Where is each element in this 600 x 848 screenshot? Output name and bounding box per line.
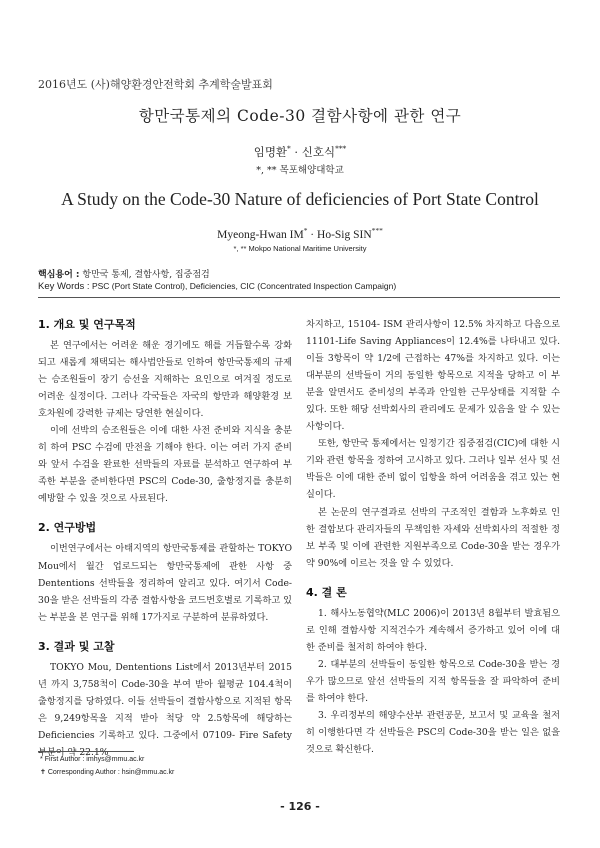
author-separator: · (290, 145, 302, 159)
affiliation-english: *, ** Mokpo National Maritime University (233, 244, 367, 253)
author-separator-en: · (307, 229, 318, 241)
section-2-heading: 2. 연구방법 (38, 521, 97, 535)
author-1-name: 임명환 (253, 145, 288, 159)
author-2-name-en: Ho-Sig SIN (317, 229, 372, 241)
footnote-text: First Author : imhys@mmu.ac.kr (44, 756, 145, 763)
author-2-mark: *** (335, 144, 347, 154)
footnote-text: Corresponding Author : hsin@mmu.ac.kr (47, 769, 175, 776)
keywords-korean (38, 267, 210, 280)
header-divider (38, 297, 560, 298)
section-2-paragraph-1: 이번연구에서는 아태지역의 항만국통제를 관할하는 TOKYO Mou에서 월간 업로드되는 항만국통제에 관한 사항 중 Dententions 선박들을 정리하여 알리고 있다. 여기서 Code-30을 받은 선박들의 각종 결함사항을 코드번호별로 기록하고 있는 부분을 본 연구를 위해 17가지로 구분하여 분류하였다. (38, 543, 293, 623)
section-3-heading: 3. 결과 및 고찰 (38, 639, 115, 653)
section-3-paragraph-1: TOKYO Mou, Dententions List에서 2013년부터 2015년 까지 3,758척이 Code-30을 부여 받아 월평균 104.4척이 출항정지를 당하였다. 이들 선박들이 결함사항으로 지적된 항목은 9,249항목을 지적 받아 척당 약 2.5항목에 해당하는 Deficiencies 기록하고 있다. 그중에서 07109- Fire Safety부분이 약 22.1% (38, 661, 292, 758)
footnote-corresponding-author (40, 768, 174, 776)
author-2-mark-en: *** (371, 226, 383, 236)
section-3-paragraph-continued: 차지하고, 15104- ISM 관리사항이 12.5% 차지하고 다음으로 11101-Life Saving Appliances이 12.4%를 나타내고 있다. 이들 3항목이 약 1/2에 근접하는 47%를 차지하고 있다. 이는 대부분의 선박들이 거의 동일한 항목으로 지적을 당하고 이 부분을 알면서도 준비성의 부족과 안일한 근무상태를 지적할 수 있다. 또한 해당 선박회사의 관리에도 문제가 있음을 알 수 있는 사항이다. (306, 319, 560, 433)
keywords-korean-label: 핵심용어 : (38, 270, 80, 280)
section-1-heading: 1. 개요 및 연구목적 (38, 318, 136, 331)
section-1-paragraph-2: 이에 선박의 승조원들은 이에 대한 사전 준비와 지식을 충분히 하여 PSC 수검에 만전을 기해야 한다. 이는 여러 가지 준비와 앞서 수검을 완료한 선박들의 자료를 분석하고 연구하여 부족한 부분을 준비한다면 PSC의 Code-30, 출항정지를 충분히 예방할 수 있을 것으로 사료된다. (38, 425, 292, 505)
section-3-paragraph-2: 또한, 항만국 통제에서는 일정기간 집중점검(CIC)에 대한 시기와 관련 항목을 정하여 고시하고 있다. 그러나 일부 선사 및 선박들은 이에 대한 준비 없이 입항을 하여 어려움을 겪고 있는 현실이다. (306, 438, 561, 501)
conclusion-item-1: 1. 해사노동협약(MLC 2006)이 2013년 8월부터 발효됨으로 인해 결함사항 지적건수가 계속해서 증가하고 있어 이에 대한 준비를 철저히 하여야 한다. (306, 607, 560, 653)
authors-english (0, 226, 600, 241)
title-english: A Study on the Code-30 Nature of deficiencies of Port State Control (61, 189, 539, 209)
affiliation-korean: *, ** 목포해양대학교 (256, 165, 344, 176)
section-3-paragraph-3: 본 논문의 연구결과로 선박의 구조적인 결함과 노후화로 인한 결함보다 관리자들의 무책임한 자세와 선박회사의 적절한 정보 부족 및 이에 관련한 지원부족으로 Code-30을 받는 경우가 약 90%에 이르는 것을 알 수 있었다. (306, 506, 560, 569)
keywords-english-text: PSC (Port State Control), Deficiencies, CIC (Concentrated Inspection Campaign) (89, 281, 397, 291)
author-1-name-en: Myeong-Hwan IM (217, 229, 304, 241)
keywords-korean-text: 항만국 통제, 결함사항, 집중점검 (79, 270, 210, 280)
author-1-mark: * (287, 144, 291, 154)
author-2-name: 신호식 (301, 145, 336, 159)
section-4-heading: 4. 결 론 (306, 585, 347, 599)
right-column (306, 316, 560, 758)
footnote-divider (38, 751, 134, 752)
keywords-english (38, 281, 396, 292)
page-number: - 126 - (280, 800, 320, 813)
footnote-first-author (40, 756, 144, 763)
title-korean: 항만국통제의 Code-30 결함사항에 관한 연구 (138, 107, 462, 125)
footnote-mark: ✝ (40, 769, 46, 776)
author-1-mark-en: * (303, 226, 308, 236)
conclusion-item-2: 2. 대부분의 선박들이 동일한 항목으로 Code-30을 받는 경우가 많으므로 앞선 선박들의 지적 항목들을 잘 파악하여 준비를 하여야 한다. (306, 658, 560, 704)
section-1-paragraph-1: 본 연구에서는 어려운 해운 경기에도 해를 거듭할수록 강화되고 새롭게 채택되는 해사법안들로 인하여 항만국통제의 규제는 승조원들이 장기 승선을 지해하는 요인으로 여겨질 정도로 어려운 실정이다. 그러나 각국들은 자국의 항만과 해양환경 보호차원에 강력한 규제는 당연한 현실이다. (38, 340, 292, 420)
keywords-english-label: Key Words : (38, 281, 90, 292)
conclusion-item-3: 3. 우리정부의 해양수산부 관련공문, 보고서 및 교육을 철저히 이행한다면 각 선박들은 PSC의 Code-30을 받는 일은 없을 것으로 확신한다. (306, 709, 560, 756)
footnote-mark: * (40, 756, 43, 763)
authors-korean (0, 144, 600, 160)
conference-header: 2016년도 (사)해양환경안전학회 추계학술발표회 (38, 78, 273, 91)
left-column (38, 316, 292, 761)
